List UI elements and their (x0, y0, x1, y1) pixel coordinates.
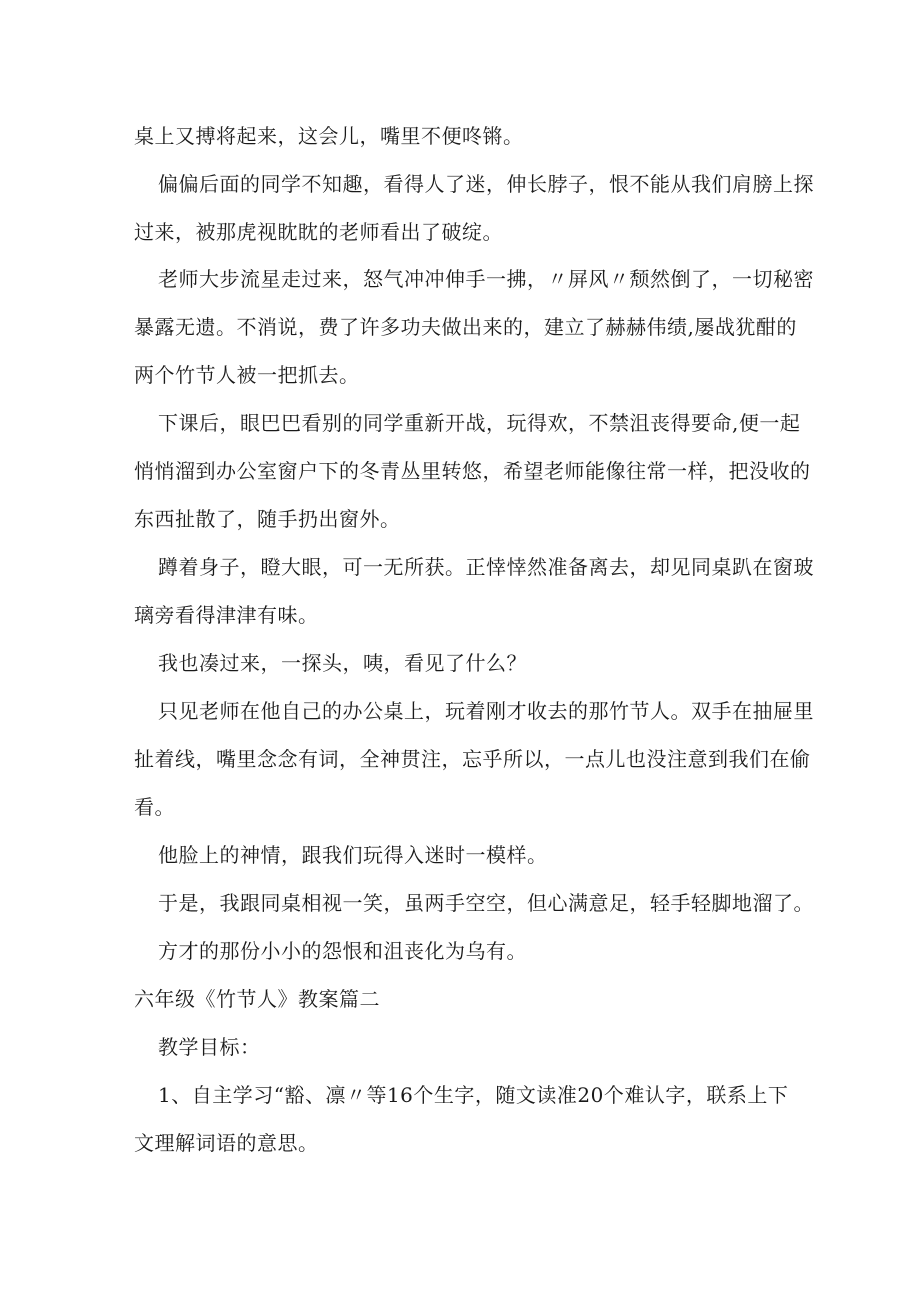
text-line: 看。 (134, 795, 175, 819)
text-line: 悄悄溜到办公室窗户下的冬青丛里转悠，希望老师能像往常一样，把没收的 (134, 459, 811, 483)
list-item: 1、自主学习“豁、凛〃等16个生字，随文读准20个难认字，联系上下 (158, 1083, 789, 1107)
paragraph-start-line: 下课后，眼巴巴看别的同学重新开战，玩得欢，不禁沮丧得要命,便一起 (158, 411, 801, 435)
paragraph-start-line: 蹲着身子，瞪大眼，可一无所获。正悻悻然准备离去，却见同桌趴在窗玻 (158, 555, 814, 579)
text-line: 过来，被那虎视眈眈的老师看出了破绽。 (134, 220, 503, 244)
paragraph-start-line: 老师大步流星走过来，怒气冲冲伸手一拂，〃屏风〃颓然倒了，一切秘密 (158, 267, 814, 291)
section-heading: 六年级《竹节人》教案篇二 (134, 987, 380, 1011)
subheading-teaching-goals: 教学目标： (158, 1035, 261, 1059)
text-line: 扯着线，嘴里念念有词，全神贯注，忘乎所以，一点儿也没注意到我们在偷 (134, 747, 811, 771)
text-line: 暴露无遗。不消说，费了许多功夫做出来的，建立了赫赫伟绩,屡战犹酣的 (134, 315, 797, 339)
paragraph-start-line: 于是，我跟同桌相视一笑，虽两手空空，但心满意足，轻手轻脚地溜了。 (158, 891, 814, 915)
paragraph-start-line: 偏偏后面的同学不知趣，看得人了迷，伸长脖子，恨不能从我们肩膀上探 (158, 172, 814, 196)
text-line: 文理解词语的意思。 (134, 1131, 319, 1155)
paragraph-start-line: 方才的那份小小的怨恨和沮丧化为乌有。 (158, 939, 527, 963)
paragraph-start-line: 我也凑过来，一探头，咦，看见了什么？ (158, 651, 527, 675)
paragraph-start-line: 他脸上的神情，跟我们玩得入迷时一模样。 (158, 843, 548, 867)
text-line: 东西扯散了，随手扔出窗外。 (134, 507, 401, 531)
text-line: 桌上又搏将起来，这会儿，嘴里不便咚锵。 (134, 124, 524, 148)
paragraph-start-line: 只见老师在他自己的办公桌上，玩着刚才收去的那竹节人。双手在抽屉里 (158, 699, 814, 723)
text-line: 两个竹节人被一把抓去。 (134, 363, 360, 387)
text-line: 璃旁看得津津有味。 (134, 603, 319, 627)
